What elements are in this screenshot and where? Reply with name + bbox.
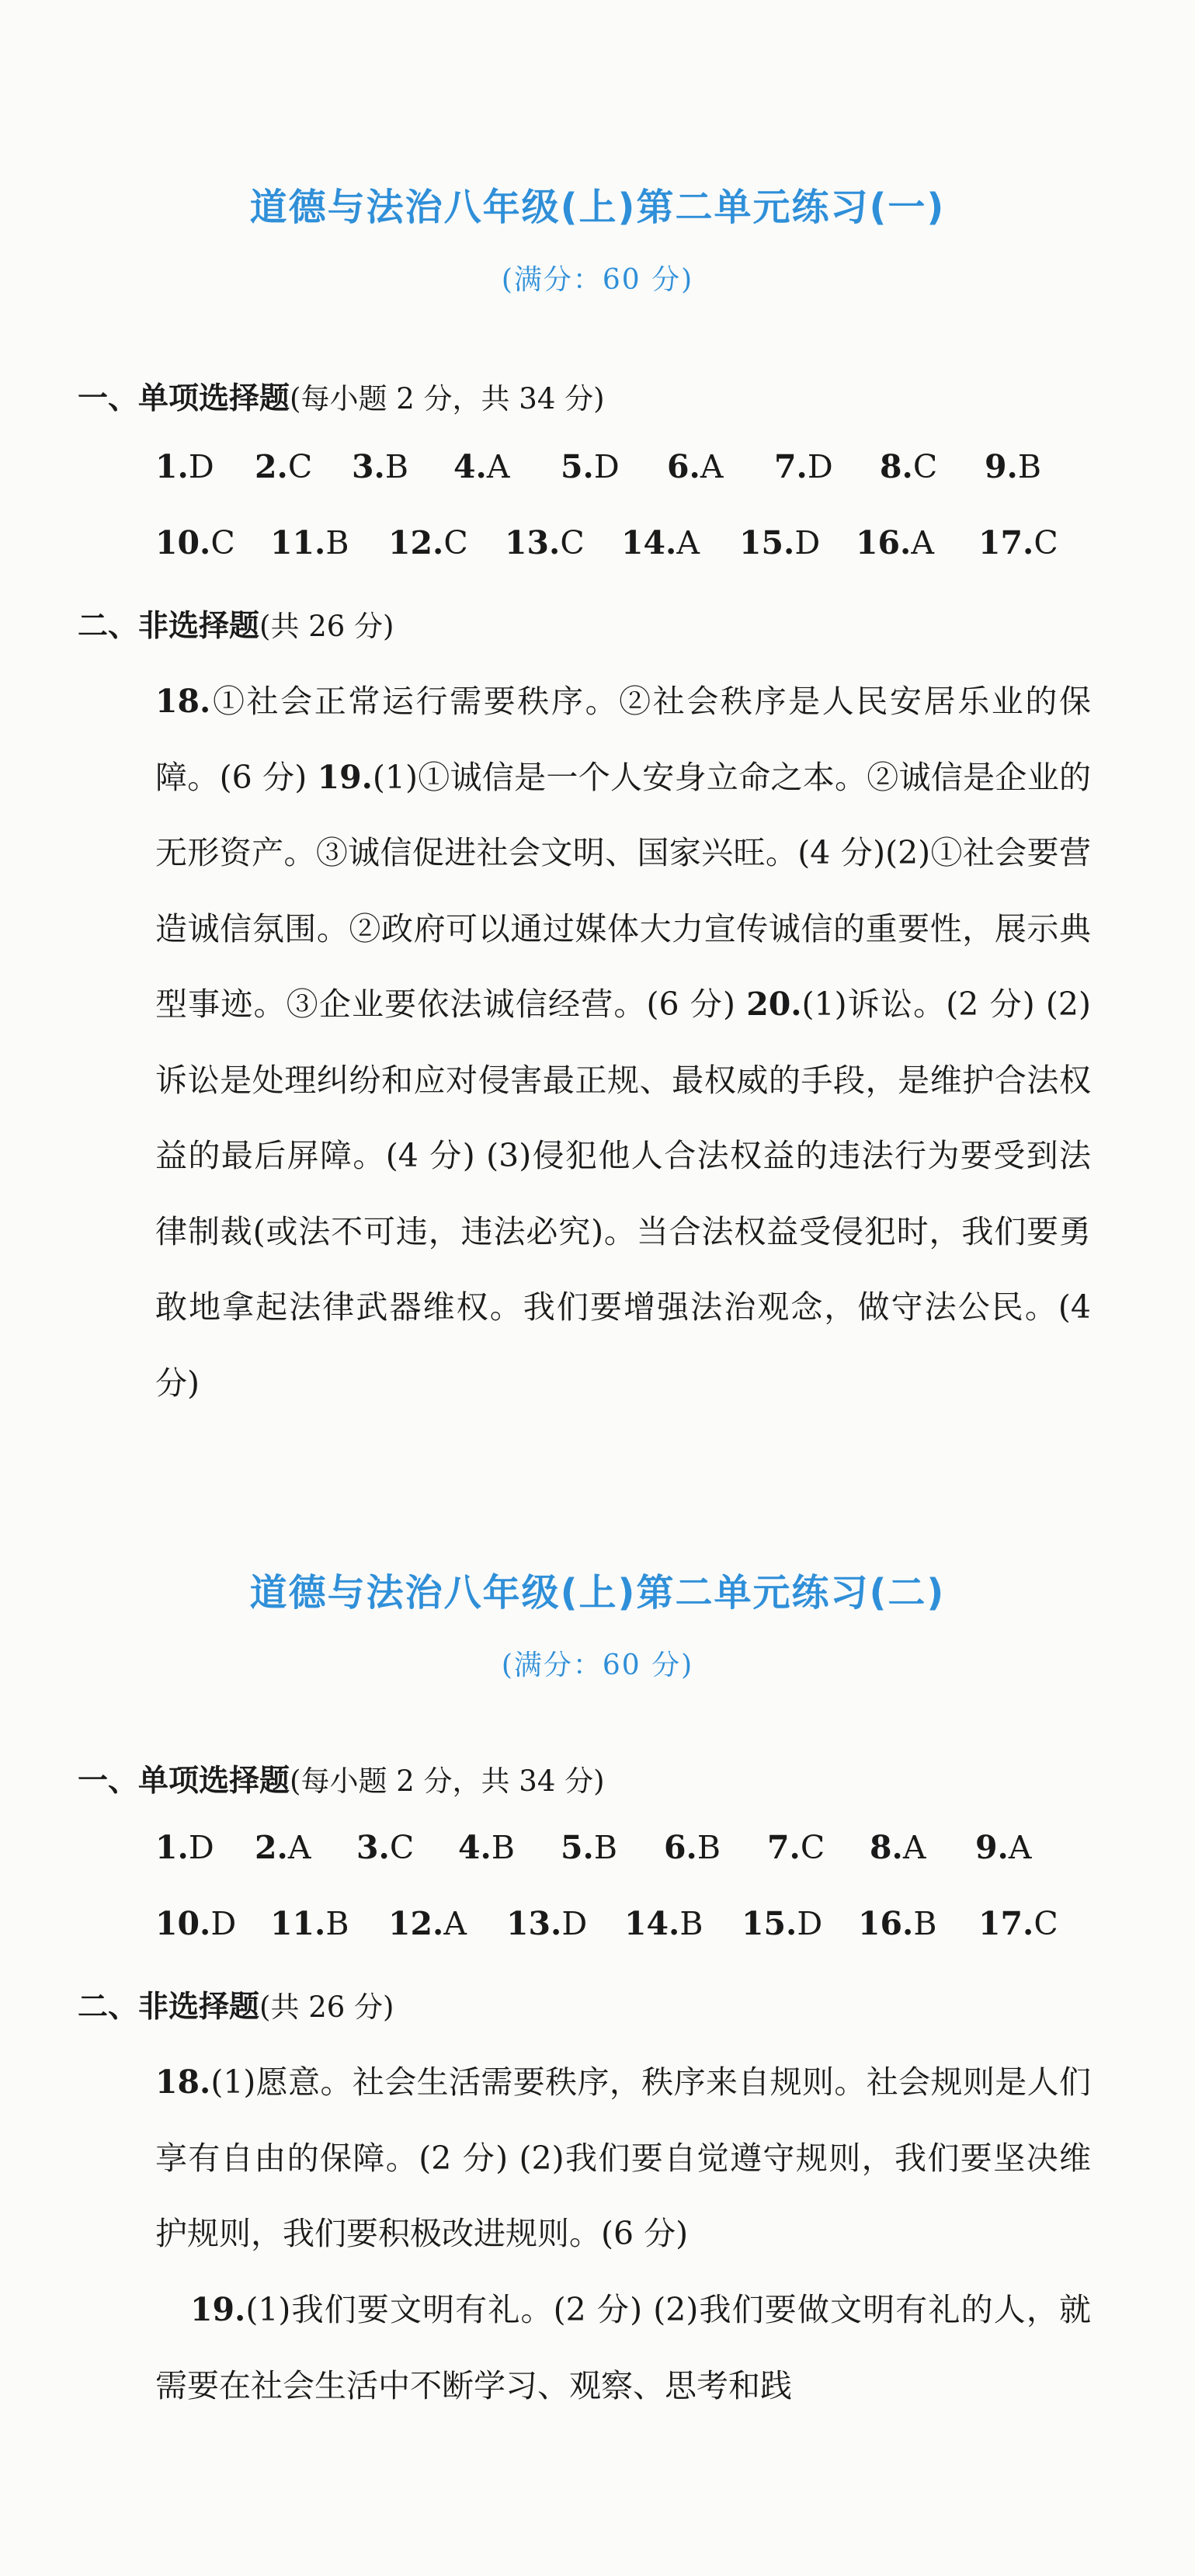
- unit2-q19-answer: [155, 2272, 1091, 2424]
- section-score-note: (共 26 分): [259, 1990, 394, 2024]
- answer-item: 15.D: [739, 524, 821, 561]
- answer-item: 7.C: [767, 1829, 825, 1866]
- unit2-title: 道德与法治八年级(上)第二单元练习(二): [249, 1571, 946, 1615]
- answer-item: 17.C: [978, 524, 1058, 561]
- answer-item: 10.D: [155, 1905, 237, 1942]
- answer-item: 15.D: [742, 1905, 823, 1942]
- unit2-section2-heading: [78, 1983, 394, 2026]
- section-title: 二、非选择题: [78, 1990, 260, 2025]
- unit1-subtitle: (满分：60 分): [501, 264, 694, 296]
- answer-item: 6.A: [667, 448, 724, 485]
- question-number: 20.: [746, 986, 802, 1023]
- answer-item: 4.A: [453, 448, 510, 485]
- answer-item: 11.B: [270, 1905, 349, 1942]
- answer-text: ①社会正常运行需要秩序。②社会秩序是人民安居乐业的保障。(6 分): [155, 683, 1091, 796]
- unit2-answer-row-2: [155, 1905, 1087, 1952]
- answer-item: 1.D: [155, 1829, 214, 1866]
- answer-item: 2.A: [255, 1829, 311, 1866]
- answer-item: 12.C: [388, 524, 468, 561]
- section-title: 一、单项选择题: [78, 1764, 290, 1799]
- question-number: 19.: [190, 2291, 246, 2328]
- question-number: 18.: [155, 2063, 211, 2101]
- section-title: 二、非选择题: [78, 609, 260, 644]
- answer-item: 12.A: [388, 1905, 467, 1942]
- unit1-answer-row-1: [155, 448, 1087, 495]
- unit1-section2-heading: [78, 602, 394, 645]
- answer-text: (1)愿意。社会生活需要秩序，秩序来自规则。社会规则是人们享有自由的保障。(2 分) (2)我们要自觉遵守规则，我们要坚决维护规则，我们要积极改进规则。(6 分): [155, 2063, 1091, 2252]
- answer-item: 1.D: [155, 448, 214, 485]
- answer-item: 4.B: [458, 1829, 515, 1866]
- answer-item: 9.A: [975, 1829, 1032, 1866]
- answer-text: (1)诉讼。(2 分) (2)诉讼是处理纠纷和应对侵害最正规、最权威的手段，是维护合法权益的最后屏障。(4 分) (3)侵犯他人合法权益的违法行为要受到法律制裁(或法不可违，违法必究)。当合法权益受侵犯时，我们要勇敢地拿起法律武器维权。我们要增强法治观念，做守法公民。(4 分): [155, 986, 1092, 1402]
- answer-text: (1)我们要文明有礼。(2 分) (2)我们要做文明有礼的人，就需要在社会生活中不断学习、观察、思考和践: [155, 2291, 1091, 2404]
- section-score-note: (每小题 2 分，共 34 分): [290, 382, 605, 415]
- answer-item: 5.B: [561, 1829, 617, 1866]
- answer-item: 2.C: [255, 448, 313, 485]
- answer-text: (1)①诚信是一个人安身立命之本。②诚信是企业的无形资产。③诚信促进社会文明、国家兴旺。(4 分)(2)①社会要营造诚信氛围。②政府可以通过媒体大力宣传诚信的重要性，展示典型事迹。③企业要依法诚信经营。(6 分): [155, 758, 1091, 1023]
- unit1-answer-row-2: [155, 524, 1087, 571]
- answer-item: 10.C: [155, 524, 235, 561]
- section-score-note: (每小题 2 分，共 34 分): [290, 1764, 605, 1798]
- unit1-answers-essay: [155, 664, 1091, 1421]
- answer-item: 8.A: [870, 1829, 926, 1866]
- unit1-title: 道德与法治八年级(上)第二单元练习(一): [249, 186, 946, 229]
- unit2-subtitle: (满分：60 分): [501, 1650, 694, 1681]
- section-title: 一、单项选择题: [78, 381, 290, 416]
- answer-item: 3.C: [356, 1829, 415, 1866]
- answer-item: 17.C: [978, 1905, 1058, 1942]
- answer-item: 9.B: [985, 448, 1041, 485]
- unit2-q18-answer: [155, 2045, 1091, 2272]
- answer-item: 7.D: [774, 448, 833, 485]
- section-score-note: (共 26 分): [259, 610, 394, 643]
- unit1-section1-heading: [78, 374, 605, 418]
- unit2-answer-row-1: [155, 1829, 1087, 1876]
- answer-item: 16.A: [856, 524, 934, 561]
- answer-item: 16.B: [858, 1905, 937, 1942]
- question-number: 19.: [317, 758, 373, 796]
- answer-item: 5.D: [561, 448, 620, 485]
- answer-item: 14.B: [624, 1905, 703, 1942]
- answer-item: 3.B: [352, 448, 408, 485]
- answer-item: 6.B: [664, 1829, 721, 1866]
- unit2-section1-heading: [78, 1757, 605, 1800]
- answer-item: 11.B: [270, 524, 349, 561]
- answer-item: 14.A: [621, 524, 700, 561]
- answer-item: 8.C: [880, 448, 938, 485]
- answer-item: 13.C: [505, 524, 585, 561]
- answer-item: 13.D: [506, 1905, 588, 1942]
- question-number: 18.: [155, 683, 211, 720]
